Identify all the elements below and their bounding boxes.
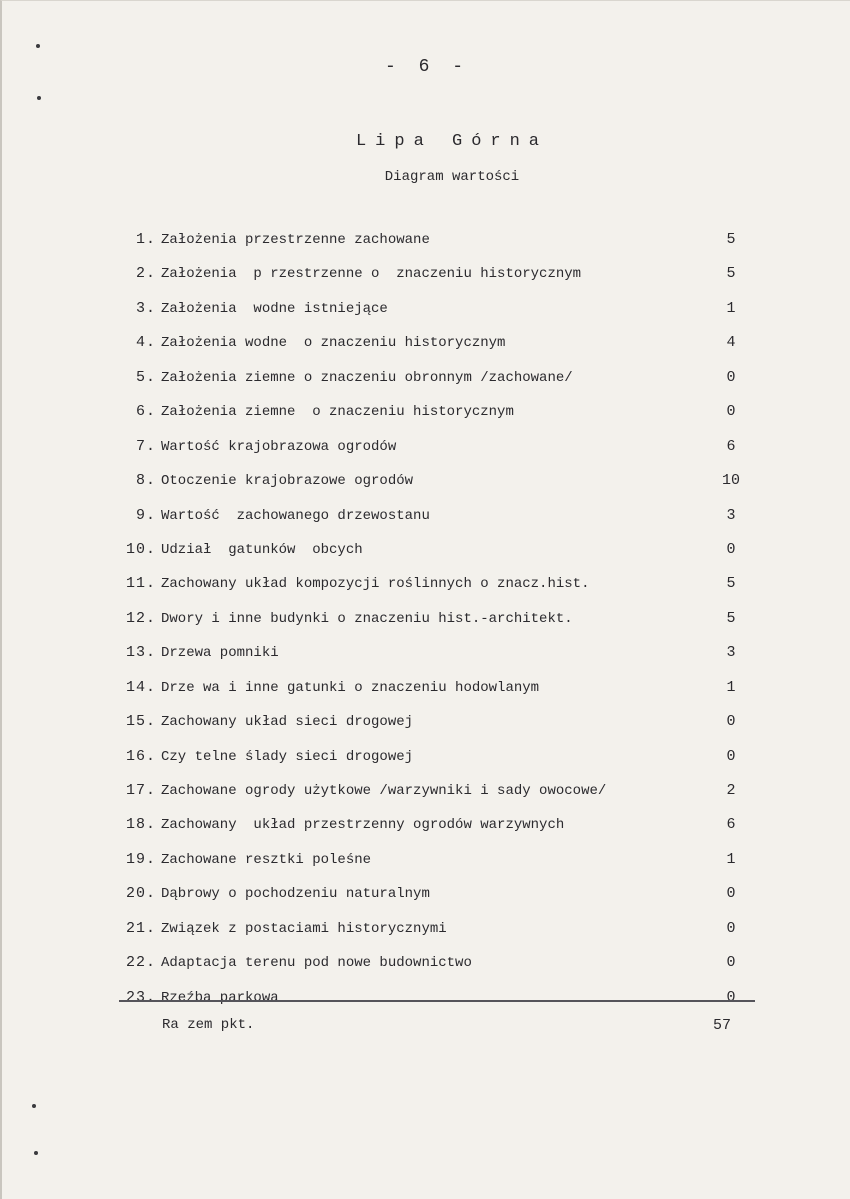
- item-number: 19.: [125, 850, 156, 868]
- item-points: 0: [726, 954, 736, 972]
- item-label: Założenia p rzestrzenne o znaczeniu historycznym: [161, 266, 582, 283]
- item-number: 6.: [135, 403, 156, 421]
- total-value: 57: [712, 1017, 731, 1034]
- item-label: Założenia ziemne o znaczeniu obronnym /zachowane/: [161, 369, 573, 386]
- item-points: 5: [726, 265, 736, 283]
- item-points: 0: [726, 885, 736, 903]
- item-points: 3: [726, 644, 736, 662]
- item-number: 3.: [135, 299, 156, 317]
- item-number: 8.: [135, 472, 156, 490]
- item-points: 0: [726, 713, 736, 731]
- item-label: Drze wa i inne gatunki o znaczeniu hodowlanym: [161, 679, 540, 696]
- document-title: Lipa Górna: [355, 132, 549, 151]
- list-item: [112, 567, 752, 601]
- item-number: 11.: [125, 575, 156, 593]
- list-item: [112, 361, 752, 395]
- item-label: Zachowane ogrody użytkowe /warzywniki i sady owocowe/: [161, 783, 607, 799]
- list-item: [112, 774, 752, 808]
- list-item: [112, 533, 752, 567]
- item-points: 0: [726, 368, 736, 386]
- list-item: [112, 499, 752, 533]
- item-points: 3: [726, 506, 736, 524]
- item-points: 1: [726, 678, 736, 696]
- value-list: [112, 223, 752, 1015]
- item-label: Założenia wodne istniejące: [161, 300, 388, 317]
- item-label: Zachowany układ sieci drogowej: [161, 714, 414, 731]
- margin-mark: [37, 96, 41, 100]
- item-label: Zachowany układ kompozycji roślinnych o znacz.hist.: [161, 576, 590, 593]
- item-points: 0: [726, 988, 736, 1006]
- item-number: 20.: [125, 885, 156, 903]
- item-number: 4.: [135, 334, 156, 352]
- item-label: Założenia wodne o znaczeniu historycznym: [161, 335, 506, 352]
- list-item: [112, 912, 752, 946]
- list-item: [112, 602, 752, 636]
- list-item: [112, 740, 752, 774]
- item-points: 1: [726, 299, 736, 317]
- item-number: 17.: [125, 782, 156, 799]
- item-label: Dwory i inne budynki o znaczeniu hist.-architekt.: [161, 610, 573, 627]
- list-item: [112, 395, 752, 429]
- item-number: 1.: [135, 231, 156, 248]
- item-number: 14.: [125, 678, 156, 696]
- list-item: [112, 430, 752, 464]
- item-points: 5: [726, 575, 736, 593]
- item-points: 1: [726, 850, 736, 868]
- item-label: Zachowany układ przestrzenny ogrodów warzywnych: [161, 817, 565, 834]
- list-item: [112, 257, 752, 291]
- item-number: 13.: [125, 644, 156, 662]
- item-points: 0: [726, 747, 736, 765]
- list-item: [112, 946, 752, 980]
- item-label: Otoczenie krajobrazowe ogrodów: [161, 473, 414, 490]
- item-number: 21.: [125, 919, 156, 937]
- item-label: Czy telne ślady sieci drogowej: [161, 748, 414, 765]
- item-points: 6: [726, 437, 736, 455]
- item-label: Rzeźba parkowa: [161, 989, 279, 1006]
- margin-mark: [36, 44, 40, 48]
- item-number: 18.: [125, 816, 156, 834]
- item-points: 10: [721, 472, 740, 490]
- item-number: 7.: [135, 437, 156, 455]
- item-points: 6: [726, 816, 736, 834]
- item-label: Adaptacja terenu pod nowe budownictwo: [161, 955, 472, 972]
- item-number: 12.: [125, 609, 156, 627]
- list-item: [112, 636, 752, 670]
- page-number: - 6 -: [384, 57, 469, 77]
- item-label: Zachowane resztki poleśne: [161, 851, 372, 868]
- list-item: [112, 326, 752, 360]
- item-label: Dąbrowy o pochodzeniu naturalnym: [161, 886, 430, 903]
- list-item: [112, 671, 752, 705]
- item-label: Związek z postaciami historycznymi: [161, 920, 447, 937]
- list-item: [112, 808, 752, 842]
- item-points: 5: [726, 231, 736, 248]
- list-item: [112, 223, 752, 257]
- margin-mark: [34, 1151, 38, 1155]
- list-item: [112, 877, 752, 911]
- item-number: 22.: [125, 954, 156, 972]
- margin-mark: [32, 1104, 36, 1108]
- item-number: 2.: [135, 265, 156, 283]
- item-label: Drzewa pomniki: [161, 645, 279, 662]
- item-number: 23.: [125, 988, 156, 1006]
- total-label: Ra zem pkt.: [162, 1017, 255, 1033]
- item-label: Założenia przestrzenne zachowane: [161, 232, 430, 248]
- item-points: 5: [726, 609, 736, 627]
- item-label: Wartość zachowanego drzewostanu: [161, 507, 430, 524]
- item-number: 9.: [135, 506, 156, 524]
- list-item: [112, 843, 752, 877]
- item-points: 0: [726, 919, 736, 937]
- item-number: 15.: [125, 713, 156, 731]
- item-number: 16.: [125, 747, 156, 765]
- item-points: 0: [726, 403, 736, 421]
- list-item: [112, 464, 752, 498]
- item-label: Wartość krajobrazowa ogrodów: [161, 438, 397, 455]
- item-points: 0: [726, 540, 736, 558]
- item-points: 4: [726, 334, 736, 352]
- item-number: 5.: [135, 368, 156, 386]
- item-label: Udział gatunków obcych: [161, 541, 363, 558]
- document-subtitle: Diagram wartości: [384, 169, 520, 185]
- list-item: [112, 981, 752, 1015]
- item-points: 2: [726, 782, 736, 799]
- item-number: 10.: [125, 540, 156, 558]
- item-label: Założenia ziemne o znaczeniu historycznym: [161, 404, 514, 421]
- list-item: [112, 292, 752, 326]
- list-item: [112, 705, 752, 739]
- sum-divider: [119, 1000, 755, 1002]
